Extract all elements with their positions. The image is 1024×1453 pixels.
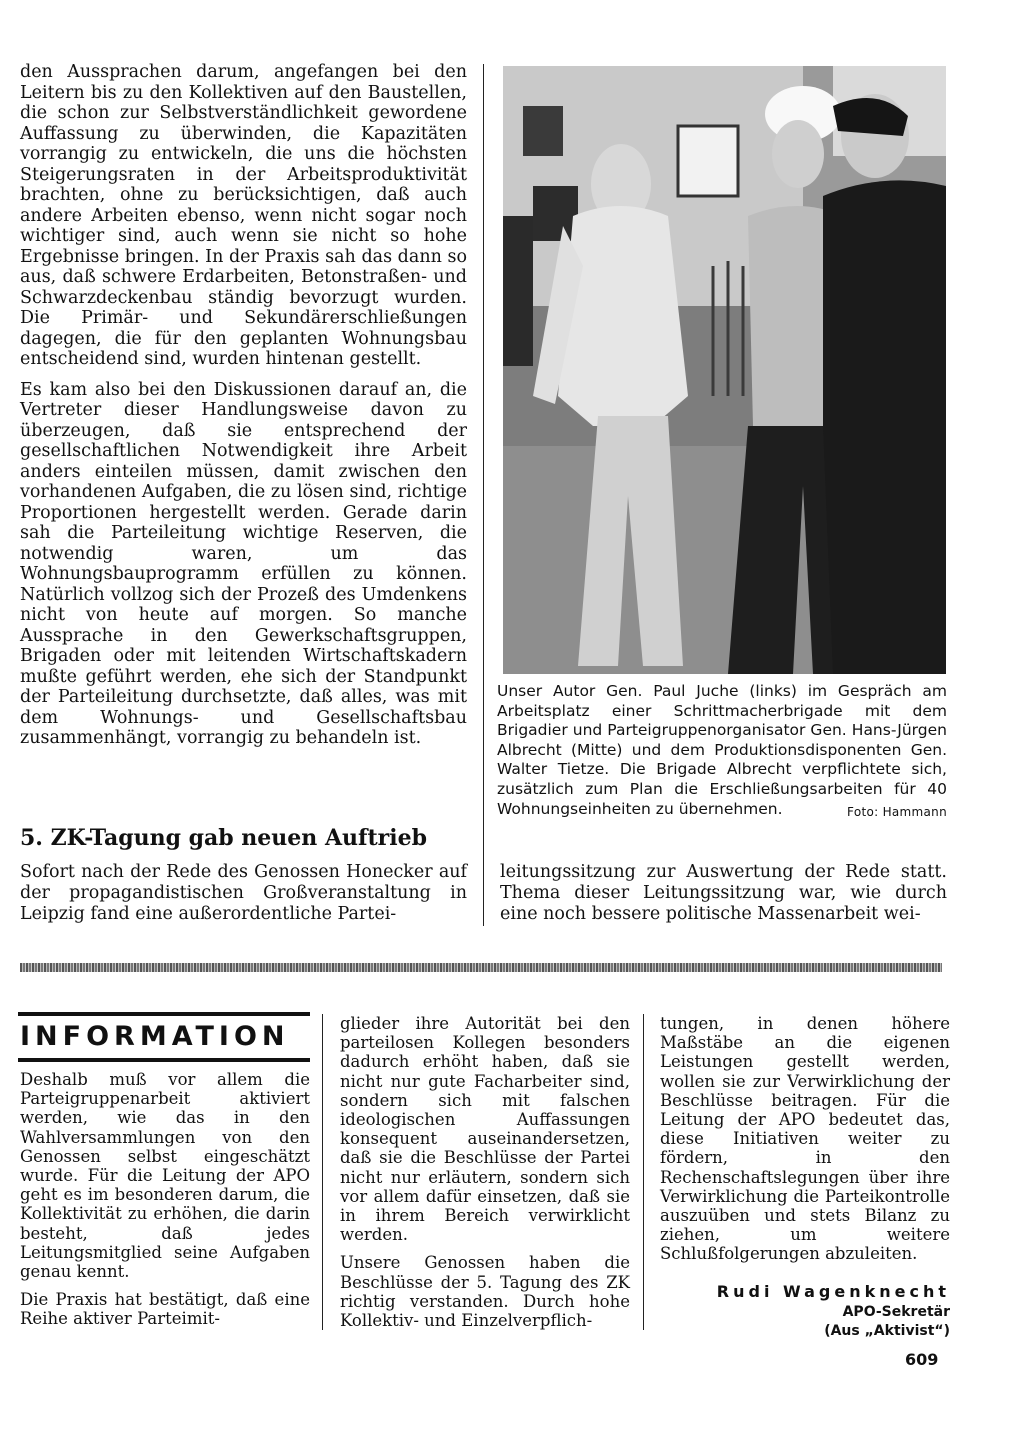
photo-credit: Foto: Hammann (847, 804, 947, 819)
author-role: APO-Sekretär (842, 1303, 950, 1320)
author-signature (660, 1282, 950, 1342)
section-heading: 5. ZK-Tagung gab neuen Auftrieb (20, 825, 427, 851)
article-paragraph: den Aussprachen darum, angefangen bei den Leitern bis zu den Kollektiven auf den Baustellen, die schon zur Selbstverständlichkeit gewordene Auffassung zu überwinden, die Kapazitäten vorrangig zu entwickeln, die uns die höchsten Steigerungsraten in der Arbeitsproduktivität brachten, ohne zu berücksichtigen, daß auch andere Arbeiten ebenso, wenn nicht sogar noch wichtiger sind, auch wenn sie nicht so hohe Ergebnisse bringen. In der Praxis sah das dann so aus, daß schwere Erdarbeiten, Betonstraßen- und Schwarzdeckenbau ständig bevorzugt wurden. Die Primär- und Sekundärerschließungen dagegen, die für den geplanten Wohnungsbau entscheidend sind, wurden hintenan gestellt. (20, 62, 467, 369)
column-divider (483, 64, 484, 926)
caption-text: Unser Autor Gen. Paul Juche (links) im Gespräch am Arbeitsplatz einer Schrittmacherbrigade mit dem Brigadier und Parteigruppenorganisator Gen. Hans-Jürgen Albrecht (Mitte) und dem Produktionsdisponenten Gen. Walter Tietze. Die Brigade Albrecht verpflichtete sich, zusätzlich zum Plan die Erschließungsarbeiten für 40 Wohnungseinheiten zu übernehmen. (497, 682, 947, 818)
section-separator (20, 963, 942, 972)
article-left-column (20, 62, 467, 759)
page-number: 609 (905, 1350, 939, 1369)
section-text-right: leitungssitzung zur Auswertung der Rede statt. Thema dieser Leitungssitzung war, wie durch eine noch bessere politische Massenarbeit wei- (500, 862, 947, 924)
column-divider (322, 1014, 323, 1330)
author-name: Rudi Wagenknecht (716, 1281, 950, 1301)
information-column-3 (660, 1014, 950, 1341)
article-photo (503, 66, 946, 674)
information-paragraph: glieder ihre Autorität bei den parteilosen Kollegen besonders dadurch erhöht haben, daß sie nicht nur gute Facharbeiter sind, sondern sich mit falschen ideologischen Auffassungen konsequent auseinandersetzen, daß sie die Beschlüsse der Partei nicht nur erläutern, sondern sich vor allem dafür einsetzen, daß sie in ihrem Bereich verwirklicht werden. (340, 1014, 630, 1245)
information-title: INFORMATION (18, 1012, 310, 1062)
section-text-left: Sofort nach der Rede des Genossen Honecker auf der propagandistischen Großveranstaltung in Leipzig fand eine außerordentliche Partei- (20, 862, 467, 924)
column-divider (643, 1014, 644, 1330)
source-note: (Aus „Aktivist“) (824, 1323, 950, 1340)
information-paragraph: Die Praxis hat bestätigt, daß eine Reihe aktiver Parteimit- (20, 1290, 310, 1329)
information-column-2 (340, 1014, 630, 1339)
information-paragraph: Deshalb muß vor allem die Parteigruppenarbeit aktiviert werden, wie das in den Wahlversammlungen von den Genossen selbst eingeschätzt wurde. Für die Leitung der APO geht es im besonderen darum, die Kollektivität zu erhöhen, die darin besteht, daß jedes Leitungsmitglied seine Aufgaben genau kennt. (20, 1070, 310, 1282)
information-paragraph: tungen, in denen höhere Maßstäbe an die eigenen Leistungen gestellt werden, wollen sie zur Verwirklichung der Beschlüsse beitragen. Für die Leitung der APO bedeutet das, diese Initiativen weiter zu fördern, in den Rechenschaftslegungen über ihre Verwirklichung die Parteikontrolle auszuüben und stets Bilanz zu ziehen, um weitere Schlußfolgerungen abzuleiten. (660, 1014, 950, 1264)
article-paragraph: Es kam also bei den Diskussionen darauf an, die Vertreter dieser Handlungsweise davon zu überzeugen, daß sie entsprechend der gesellschaftlichen Notwendigkeit ihre Arbeit anders einteilen müssen, damit zwischen den vorhandenen Aufgaben, die zu lösen sind, richtige Proportionen hergestellt werden. Gerade darin sah die Parteileitung wichtige Reserven, die notwendig waren, um das Wohnungsbauprogramm erfüllen zu können. Natürlich vollzog sich der Prozeß des Umdenkens nicht von heute auf morgen. So manche Aussprache in den Gewerkschaftsgruppen, Brigaden oder mit leitenden Wirtschaftskadern mußte geführt werden, ehe sich der Standpunkt der Parteileitung durchsetzte, daß alles, was mit dem Wohnungs- und Gesellschaftsbau zusammenhängt, vorrangig zu behandeln ist. (20, 379, 467, 748)
photo-illustration (503, 66, 946, 674)
photo-caption (497, 682, 947, 822)
information-paragraph: Unsere Genossen haben die Beschlüsse der 5. Tagung des ZK richtig verstanden. Durch hohe Kollektiv- und Einzelverpflich- (340, 1253, 630, 1331)
information-column-1 (20, 1070, 310, 1338)
